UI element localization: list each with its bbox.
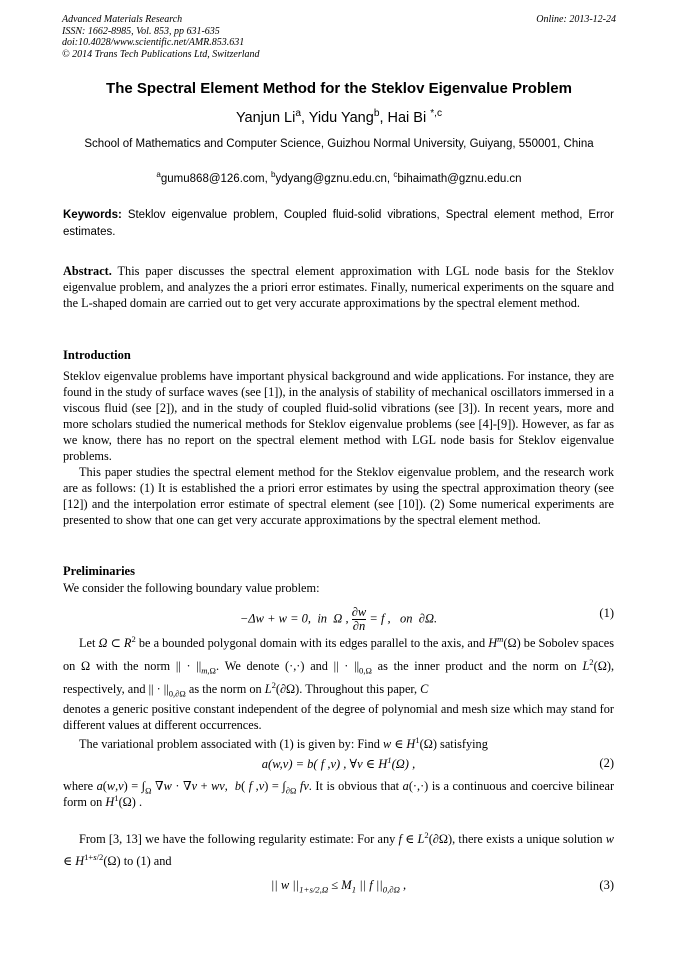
text-run: The variational problem associated with (1) is given by: Find bbox=[79, 737, 380, 751]
author-name: Yanjun Li bbox=[235, 110, 296, 126]
text-run: . It is obvious that bbox=[308, 779, 400, 793]
text-run: Let bbox=[79, 636, 96, 650]
section-heading-introduction: Introduction bbox=[63, 348, 131, 362]
journal-header bbox=[62, 14, 260, 60]
text-run: be a bounded polygonal domain with its edges parallel to the axis, and bbox=[138, 636, 486, 650]
email: bihaimath@gznu.edu.cn bbox=[397, 173, 522, 185]
text-run: and bbox=[310, 659, 328, 673]
doi: doi:10.4028/www.scientific.net/AMR.853.631 bbox=[62, 37, 245, 48]
text-run: From [3, 13] we have the following regularity estimate: For any bbox=[79, 832, 396, 846]
author-sup: b bbox=[373, 108, 380, 120]
paragraph: Steklov eigenvalue problems have important physical background and wide applications. For instance, they are found in the study of surface waves (see [1]), in the analysis of stability of mechanical oscillators immersed in a viscous fluid (see [2]), and in the study of coupled fluid-solid vibrations (see [3]). In recent years, more and more scholars studied the numerical methods for Steklov eigenvalue problems (see [4]-[9]). However, as far as we know, there has no report on the spectral element method with LGL node basis for Steklov eigenvalue problems. bbox=[63, 369, 614, 463]
text-run: satisfying bbox=[440, 737, 488, 751]
author-name: Yidu Yang bbox=[308, 110, 374, 126]
copyright: © 2014 Trans Tech Publications Ltd, Switzerland bbox=[62, 48, 260, 60]
abstract bbox=[63, 263, 614, 311]
paragraph: We consider the following boundary value problem: bbox=[63, 581, 320, 595]
email-sup: a bbox=[156, 170, 161, 180]
email-sup: b bbox=[271, 170, 276, 180]
text-run: . Throughout this paper, bbox=[299, 682, 418, 696]
abstract-label: Abstract. bbox=[63, 264, 112, 278]
author-sup: a bbox=[295, 108, 301, 120]
equation-number: (1) bbox=[599, 606, 614, 620]
text-run: be Sobolev spaces on Ω with the norm bbox=[63, 636, 615, 673]
keywords bbox=[63, 207, 614, 241]
equation-number: (3) bbox=[599, 878, 614, 892]
text-run: is a continuous and coercive bilinear form on bbox=[63, 779, 615, 809]
affiliation: School of Mathematics and Computer Science, Guizhou Normal University, Guiyang, 550001, China bbox=[84, 138, 594, 150]
keywords-text: Steklov eigenvalue problem, Coupled fluid-solid vibrations, Spectral element method, Error estimates. bbox=[63, 209, 614, 238]
abstract-text: This paper discusses the spectral element approximation with LGL node basis for the Steklov eigenvalue problem, and analyzes the a priori error estimates. Finally, numerical experiments on the square and the L-shaped domain are carried out to get very accurate approximations by the spectral element method. bbox=[63, 264, 614, 310]
issn: ISSN: 1662-8985, Vol. 853, pp 631-635 bbox=[62, 25, 220, 37]
email: gumu868@126.com, bbox=[160, 173, 268, 185]
preliminaries-paragraph-3: where $a(w,v) = \int_\Omega$ ∇w · ∇v + wv, b( f $,v) = \int_{\partial\Omega}$ fv. It is obvious that a(·,·) is a continuous and coercive bilinear form on $H^1(\Omega)$ . bbox=[63, 779, 615, 809]
email-sup: c bbox=[393, 170, 398, 180]
preliminaries-paragraph-1: Let Ω ⊂ $R^2$ be a bounded polygonal domain with its edges parallel to the axis, and $H^m(\Omega)$ be Sobolev spaces on Ω with the norm || · $||_{m,\Omega}$. We denote (·,·) and || · $||_{0,\Omega}$ as the inner product and the norm on $L^2(\Omega)$, respectively, and || · $||_{0,\partial\Omega}$ as the norm on $L^2(\partial\Omega)$. Throughout this paper, C bbox=[63, 633, 615, 699]
preliminaries-paragraph-2: The variational problem associated with (1) is given by: Find w ∈ $H^1(\Omega)$ satisfying bbox=[79, 734, 488, 751]
emails bbox=[0, 170, 678, 185]
text-run: where bbox=[63, 779, 94, 793]
text-run: to (1) and bbox=[123, 854, 172, 868]
online-date: Online: 2013-12-24 bbox=[536, 14, 616, 25]
preliminaries-paragraph-1-cont: denotes a generic positive constant independent of the degree of polynomial and mesh size which may stand for different values at different occurrences. bbox=[63, 702, 614, 732]
text-run: as the norm on bbox=[188, 682, 262, 696]
keywords-label: Keywords: bbox=[63, 209, 122, 221]
authors: Yanjun Li$^a$, Yidu Yang$^b$, Hai Bi $^{*,c}$ bbox=[235, 108, 443, 126]
journal-name: Advanced Materials Research bbox=[62, 14, 183, 25]
paper-title: The Spectral Element Method for the Steklov Eigenvalue Problem bbox=[106, 80, 572, 97]
text-run: , respectively, and bbox=[63, 659, 615, 696]
text-run: . We denote bbox=[215, 659, 280, 673]
paragraph: This paper studies the spectral element method for the Steklov eigenvalue problem, and the research work are as follows: (1) It is established the a priori error estimates by using the spectral approximation theory (see [12]) and the interpolation error estimate of spectral element (see [10]). (2) Some numerical experiments are presented to show that one can get very accurate approximations by the spectral element method. bbox=[63, 465, 614, 527]
text-run: , there exists a unique solution bbox=[452, 832, 603, 846]
author-name: Hai Bi bbox=[387, 110, 427, 126]
preliminaries-paragraph-4: From [3, 13] we have the following regularity estimate: For any f ∈ $L^2(\partial\Omega)$, there exists a unique solution w ∈ $H^{1+s/2}(\Omega)$ to (1) and bbox=[63, 829, 614, 868]
text-run: as the inner product and the norm on bbox=[377, 659, 577, 673]
author-sup: *,c bbox=[430, 108, 443, 120]
introduction-body bbox=[63, 368, 614, 528]
section-heading-preliminaries: Preliminaries bbox=[63, 564, 135, 578]
equation-3: || w $||_{1+s/2,\Omega} \le M_1$ || f $||_{0,\partial\Omega}$ , (3) bbox=[270, 878, 614, 895]
email: ydyang@gznu.edu.cn, bbox=[275, 173, 391, 185]
equation-number: (2) bbox=[599, 756, 614, 770]
equation-2: a(w,v) = b( f ,v) , ∀v ∈ $H^1(\Omega)$ , (2) bbox=[261, 754, 614, 771]
equation-1: −Δw + w = 0, in Ω , $\frac{\partial w}{\partial n}$ = f , on ∂Ω. (1) bbox=[239, 605, 614, 633]
